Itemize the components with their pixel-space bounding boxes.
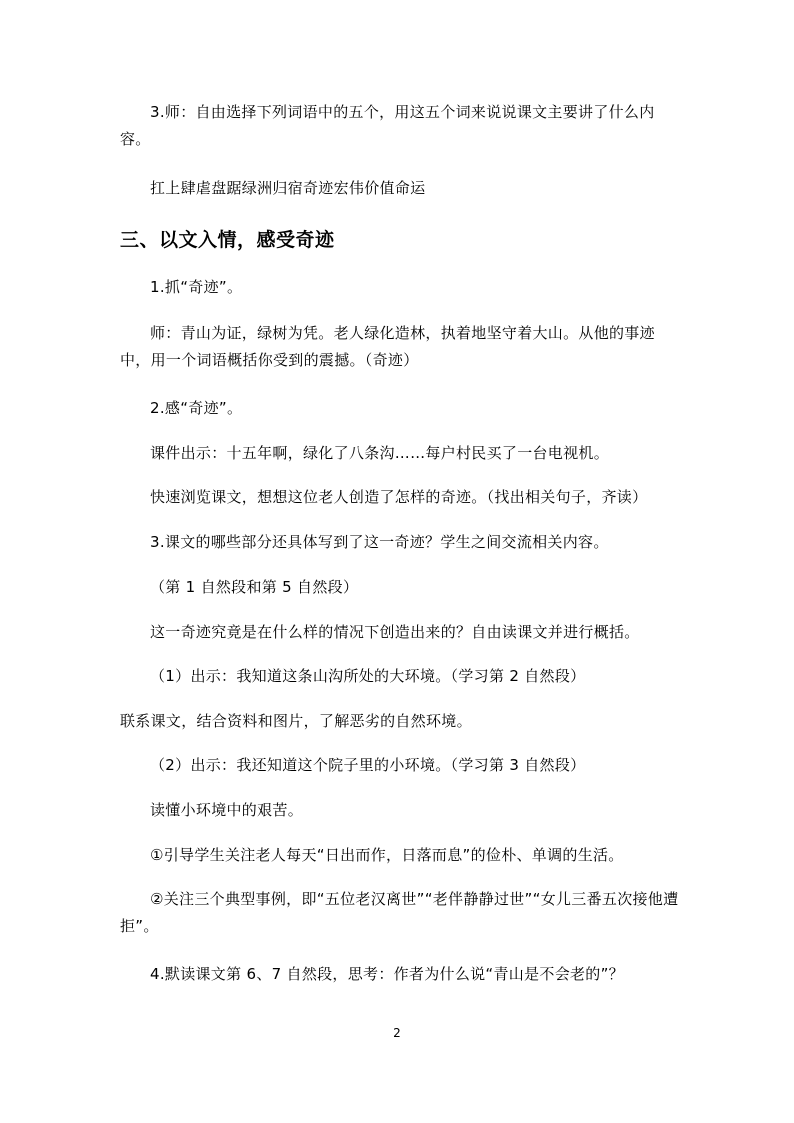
paragraph-show-1: （1）出示：我知道这条山沟所处的大环境。（学习第 2 自然段）: [150, 667, 586, 685]
section-heading-3: 三、以文入情，感受奇迹: [120, 229, 335, 251]
paragraph-browse: 快速浏览课文，想想这位老人创造了怎样的奇迹。（找出相关句子，齐读）: [150, 488, 648, 506]
paragraph-courseware: 课件出示：十五年啊，绿化了八条沟……每户村民买了一台电视机。: [150, 444, 610, 462]
paragraph-hardship: 读懂小环境中的艰苦。: [150, 801, 304, 819]
paragraph-question: 这一奇迹究竟是在什么样的情况下创造出来的？自由读课文并进行概括。: [150, 623, 640, 641]
paragraph-grasp-miracle: 1.抓“奇迹”。: [150, 278, 243, 296]
paragraph-task-3: 3.师：自由选择下列词语中的五个，用这五个词来说说课文主要讲了什么内容。: [120, 103, 655, 148]
paragraph-examples: ②关注三个典型事例，即“五位老汉离世”“老伴静静过世”“女儿三番五次接他遭拒”。: [120, 890, 679, 935]
paragraph-guide: ①引导学生关注老人每天“日出而作，日落而息”的俭朴、单调的生活。: [150, 846, 624, 864]
paragraph-environment: 联系课文，结合资料和图片，了解恶劣的自然环境。: [120, 712, 472, 730]
paragraph-task-3b: 3.课文的哪些部分还具体写到了这一奇迹？学生之间交流相关内容。: [150, 533, 609, 551]
paragraph-task-4: 4.默读课文第 6、7 自然段，思考：作者为什么说“青山是不会老的”？: [150, 965, 624, 983]
paragraph-show-2: （2）出示：我还知道这个院子里的小环境。（学习第 3 自然段）: [150, 756, 586, 774]
paragraph-word-list: 扛上肆虐盘踞绿洲归宿奇迹宏伟价值命运: [150, 179, 426, 197]
paragraph-paragraph-ref: （第 1 自然段和第 5 自然段）: [150, 578, 359, 596]
paragraph-teacher-intro: 师：青山为证，绿树为凭。老人绿化造林，执着地坚守着大山。从他的事迹中，用一个词语概括你受到的震撼。（奇迹）: [120, 324, 655, 369]
paragraph-feel-miracle: 2.感“奇迹”。: [150, 399, 243, 417]
page-number: 2: [393, 1026, 401, 1040]
